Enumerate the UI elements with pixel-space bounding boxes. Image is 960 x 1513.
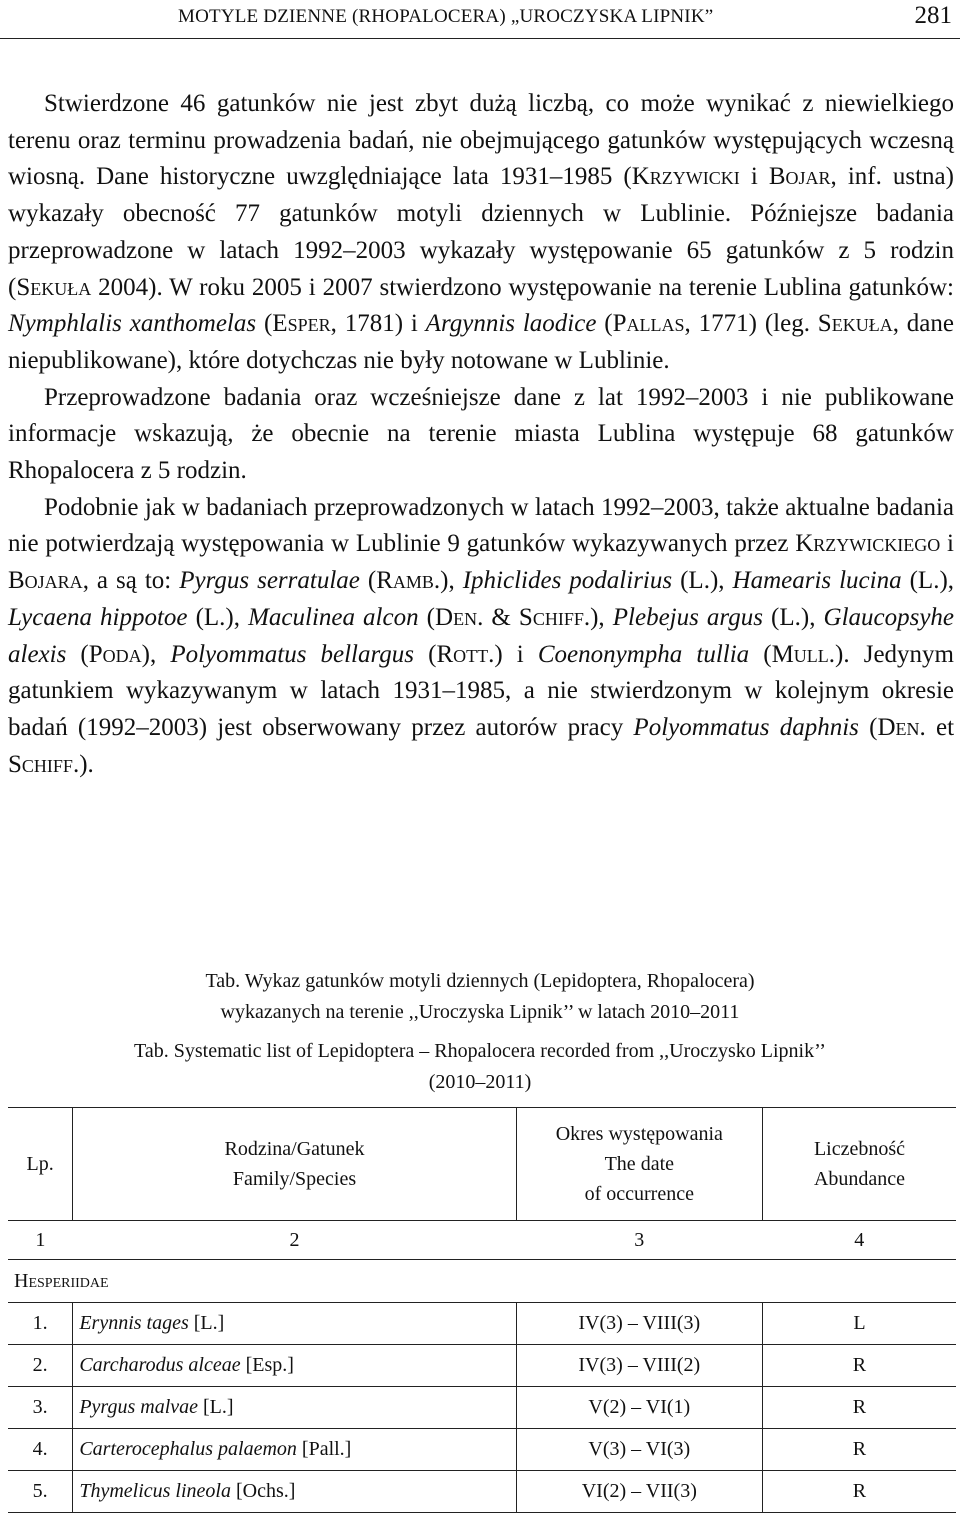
paragraph: Stwierdzone 46 gatunków nie jest zbyt dużą liczbą, co może wynikać z niewielkiego terenu oraz terminu prowadzenia badań, nie obejmującego gatunków występujących wczesną wiosną. Dane historyczne uwzględniające lata 1931–1985 (Krzywicki i Bojar, inf. ustna) wykazały obecność 77 gatunków motyli dziennych w Lublinie. Późniejsze badania przeprowadzone w latach 1992–2003 wykazały występowanie 65 gatunków z 5 rodzin (Sekuła 2004). W roku 2005 i 2007 stwierdzono występowanie na terenie Lublina gatunków: Nymphlalis xanthomelas (Esper, 1781) i Argynnis laodice (Pallas, 1771) (leg. Sekuła, dane niepublikowane), które dotychczas nie były notowane w Lublinie. xyxy=(8,90,954,374)
abundance: R xyxy=(762,1387,956,1429)
table-row xyxy=(8,1429,956,1471)
header-abundance-pl: Liczebność xyxy=(813,1138,906,1160)
family-row xyxy=(8,1260,956,1303)
author-name: Schiff xyxy=(518,603,584,631)
caption-en-line2: (2010–2011) xyxy=(428,1071,532,1093)
abundance: R xyxy=(762,1345,956,1387)
species-name: Pyrgus malvae xyxy=(79,1396,198,1418)
header-species xyxy=(73,1108,516,1221)
author-name: Den xyxy=(435,603,478,631)
author-name: Sekuła xyxy=(16,273,92,301)
running-header xyxy=(0,0,960,39)
abundance: R xyxy=(762,1429,956,1471)
species-name: Polyommatus daphnis xyxy=(633,713,859,741)
species-name: Plebejus argus xyxy=(612,603,763,631)
abundance: L xyxy=(762,1303,956,1345)
caption-pl-line2: wykazanych na terenie ,,Uroczyska Lipnik’’ w latach 2010–2011 xyxy=(220,1001,740,1023)
table-row xyxy=(8,1471,956,1513)
species-name: Argynnis laodice xyxy=(425,310,597,338)
table-row xyxy=(8,1345,956,1387)
header-date-en1: The date xyxy=(604,1153,674,1175)
species-cell xyxy=(73,1345,516,1387)
author-name: Mull xyxy=(771,640,829,668)
body-text xyxy=(8,86,954,783)
column-number: 2 xyxy=(73,1221,516,1260)
row-number: 4. xyxy=(8,1429,73,1471)
header-abundance-en: Abundance xyxy=(813,1168,906,1190)
species-name: Thymelicus lineola xyxy=(79,1480,231,1502)
author-name: Schiff xyxy=(8,750,73,778)
abundance: R xyxy=(762,1471,956,1513)
page-number: 281 xyxy=(914,2,952,29)
author-name: Krzywicki xyxy=(631,163,740,191)
table-row xyxy=(8,1387,956,1429)
author-name: Sekuła xyxy=(817,310,893,338)
species-name: Lycaena hippotoe xyxy=(8,603,188,631)
species-name: Erynnis tages xyxy=(79,1312,189,1334)
author-name: Bojar xyxy=(768,163,831,191)
occurrence-date: IV(3) – VIII(2) xyxy=(516,1345,762,1387)
author-name: Esper xyxy=(272,310,331,338)
species-name: Iphiclides podalirius xyxy=(462,567,673,595)
paragraph: Przeprowadzone badania oraz wcześniejsze dane z lat 1992–2003 i nie publikowane informacje wskazują, że obecnie na terenie miasta Lublina występuje 68 gatunków Rhopalocera z 5 rodzin. xyxy=(8,383,954,485)
author-name: Den xyxy=(877,713,920,741)
species-name: Polyommatus bellargus xyxy=(170,640,415,668)
author-name: Ramb xyxy=(376,567,434,595)
author-name: Pallas xyxy=(612,310,685,338)
running-title: MOTYLE DZIENNE (RHOPALOCERA) „UROCZYSKA LIPNIK” xyxy=(178,6,714,27)
species-name: Coenonympha tullia xyxy=(537,640,750,668)
author-name: Krzywickiego xyxy=(795,530,941,558)
species-name: Carterocephalus palaemon xyxy=(79,1438,297,1460)
species-cell xyxy=(73,1303,516,1345)
header-date-en2: of occurrence xyxy=(584,1183,694,1205)
occurrence-date: V(2) – VI(1) xyxy=(516,1387,762,1429)
species-author: [L.] xyxy=(188,1312,225,1334)
species-author: [Esp.] xyxy=(240,1354,294,1376)
header-species-pl: Rodzina/Gatunek xyxy=(224,1138,365,1160)
occurrence-date: IV(3) – VIII(3) xyxy=(516,1303,762,1345)
table-row xyxy=(8,1303,956,1345)
species-name: Pyrgus serratulae xyxy=(179,567,360,595)
species-table xyxy=(8,1107,956,1513)
species-cell xyxy=(73,1471,516,1513)
species-author: [Pall.] xyxy=(296,1438,352,1460)
header-date xyxy=(516,1108,762,1221)
header-abundance xyxy=(762,1108,956,1221)
table-header-row xyxy=(8,1108,956,1221)
species-name: Hamearis lucina xyxy=(732,567,902,595)
row-number: 1. xyxy=(8,1303,73,1345)
row-number: 3. xyxy=(8,1387,73,1429)
caption-pl-line1: Tab. Wykaz gatunków motyli dziennych (Lepidoptera, Rhopalocera) xyxy=(205,970,755,992)
row-number: 5. xyxy=(8,1471,73,1513)
caption-en-line1: Tab. Systematic list of Lepidoptera – Rhopalocera recorded from ,,Uroczysko Lipnik’’ xyxy=(134,1040,826,1062)
species-author: [L.] xyxy=(198,1396,234,1418)
row-number: 2. xyxy=(8,1345,73,1387)
species-cell xyxy=(73,1387,516,1429)
table-body xyxy=(8,1303,956,1513)
occurrence-date: V(3) – VI(3) xyxy=(516,1429,762,1471)
column-number: 1 xyxy=(8,1221,73,1260)
table-caption xyxy=(0,966,960,1098)
header-lp: Lp. xyxy=(8,1108,73,1221)
paragraph: Podobnie jak w badaniach przeprowadzonych w latach 1992–2003, także aktualne badania nie potwierdzają występowania w Lublinie 9 gatunków wykazywanych przez Krzywickiego i Bojara, a są to: Pyrgus serratulae (Ramb.), Iphiclides podalirius (L.), Hamearis lucina (L.), Lycaena hippotoe (L.), Maculinea alcon (Den. & Schiff.), Plebejus argus (L.), Glaucopsyhe alexis (Poda), Polyommatus bellargus (Rott.) i Coenonympha tullia (Mull.). Jedynym gatunkiem wykazywanym w latach 1931–1985, a nie stwierdzonym w kolejnym okresie badań (1992–2003) jest obserwowany przez autorów pracy Polyommatus daphnis (Den. et Schiff.). xyxy=(8,493,955,778)
occurrence-date: VI(2) – VII(3) xyxy=(516,1471,762,1513)
species-cell xyxy=(73,1429,516,1471)
column-number: 4 xyxy=(762,1221,956,1260)
header-species-en: Family/Species xyxy=(232,1168,357,1190)
family-name: Hesperiidae xyxy=(8,1260,956,1303)
author-name: Bojara xyxy=(8,567,83,595)
species-name: Glaucopsyhe alexis xyxy=(8,603,955,668)
species-name: Nymphlalis xanthomelas xyxy=(8,310,257,338)
species-name: Maculinea alcon xyxy=(248,603,419,631)
species-name: Carcharodus alceae xyxy=(79,1354,241,1376)
species-author: [Ochs.] xyxy=(230,1480,296,1502)
column-number: 3 xyxy=(516,1221,762,1260)
author-name: Poda xyxy=(88,640,142,668)
column-number-row xyxy=(8,1221,956,1260)
header-date-pl: Okres występowania xyxy=(555,1123,723,1145)
author-name: Rott xyxy=(436,640,489,668)
